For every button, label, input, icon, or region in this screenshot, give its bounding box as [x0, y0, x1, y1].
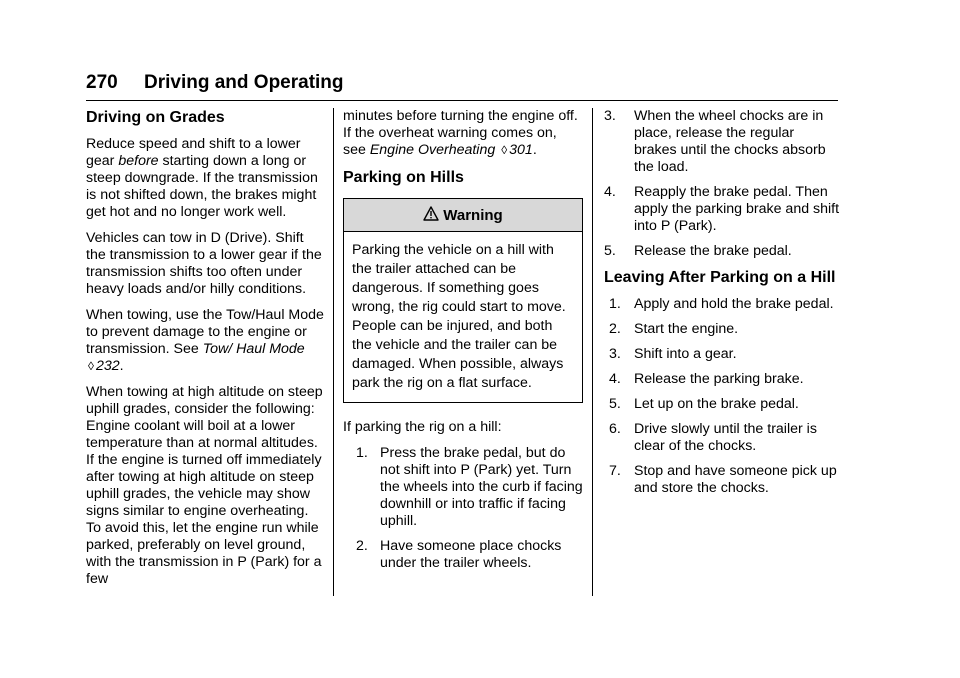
- column-1: [86, 108, 326, 597]
- page-ref-icon: ◊: [88, 359, 94, 373]
- xref-page-301[interactable]: 301: [509, 142, 533, 158]
- list-item: 6. Drive slowly until the trailer is clear of the chocks.: [609, 421, 817, 454]
- leaving-steps-list: [604, 296, 840, 497]
- list-item: 4. Release the parking brake.: [609, 371, 804, 387]
- xref-page-232[interactable]: 232: [95, 358, 120, 374]
- heading-parking-on-hills: Parking on Hills: [343, 169, 464, 186]
- warning-body: Parking the vehicle on a hill with the trailer attached can be dangerous. If something goes wrong, the rig could start to move. People can be injured, and both the vehicle and the trailer can be damaged. When possible, always park the rig on a flat surface.: [352, 242, 566, 391]
- list-item: 5. Let up on the brake pedal.: [609, 396, 799, 412]
- column-2: [343, 108, 583, 580]
- list-item: 2. Start the engine.: [609, 321, 739, 337]
- paragraph-continued: minutes before turning the engine off. If the overheat warning comes on, see Engine Overheating ◊ 301.: [343, 108, 578, 158]
- parking-steps-list-continued: [604, 108, 840, 260]
- list-item: 3. When the wheel chocks are in place, release the regular brakes until the chocks absorb the load.: [604, 108, 826, 175]
- column-divider-1: [333, 108, 334, 596]
- paragraph-parking-intro: If parking the rig on a hill:: [343, 419, 502, 435]
- list-item: 3. Shift into a gear.: [609, 346, 737, 362]
- section-title: Driving and Operating: [144, 72, 344, 93]
- list-item: 1. Press the brake pedal, but do not shift into P (Park) yet. Turn the wheels into the curb if facing downhill or into traffic if facing uphill.: [356, 445, 583, 529]
- list-item: 2. Have someone place chocks under the trailer wheels.: [356, 538, 562, 571]
- page-ref-icon: ◊: [501, 143, 508, 157]
- column-divider-2: [592, 108, 593, 596]
- warning-box: [343, 198, 583, 403]
- list-item: 1. Apply and hold the brake pedal.: [609, 296, 834, 312]
- xref-engine-overheating[interactable]: Engine Overheating: [369, 142, 496, 158]
- page-number: 270: [86, 72, 118, 93]
- heading-leaving-after-parking: Leaving After Parking on a Hill: [604, 269, 836, 286]
- paragraph-high-altitude: When towing at high altitude on steep uphill grades, consider the following: Engine coolant will boil at a lower temperature than at normal altitudes. If the engine is turned off immediately after towing at high altitude on steep uphill grades, the vehicle may show signs similar to engine overheating. To avoid this, let the engine run while parked, preferably on level ground, with the transmission in P (Park) for a few: [86, 384, 323, 587]
- list-item: 7. Stop and have someone pick up and store the chocks.: [609, 463, 837, 496]
- paragraph-tow-haul: When towing, use the Tow/Haul Mode to prevent damage to the engine or transmission. See Tow/ Haul Mode ◊ 232.: [86, 307, 324, 374]
- paragraph-tow-drive: Vehicles can tow in D (Drive). Shift the transmission to a lower gear if the transmission shifts too often under heavy loads and/or hilly conditions.: [86, 230, 322, 297]
- warning-title: Warning: [443, 206, 503, 224]
- warning-header: [344, 199, 582, 232]
- heading-driving-on-grades: Driving on Grades: [86, 109, 225, 126]
- xref-tow-haul-mode[interactable]: Tow/ Haul Mode: [202, 341, 305, 357]
- column-3: [604, 108, 840, 505]
- parking-steps-list: [343, 445, 583, 572]
- list-item: 4. Reapply the brake pedal. Then apply the parking brake and shift into P (Park).: [604, 184, 840, 234]
- page-header: [86, 70, 838, 101]
- list-item: 5. Release the brake pedal.: [604, 243, 792, 259]
- warning-triangle-icon: [423, 206, 439, 225]
- paragraph-reduce-speed: Reduce speed and shift to a lower gear before starting down a long or steep downgrade. If the transmission is not shifted down, the brakes might get hot and no longer work well.: [86, 136, 318, 220]
